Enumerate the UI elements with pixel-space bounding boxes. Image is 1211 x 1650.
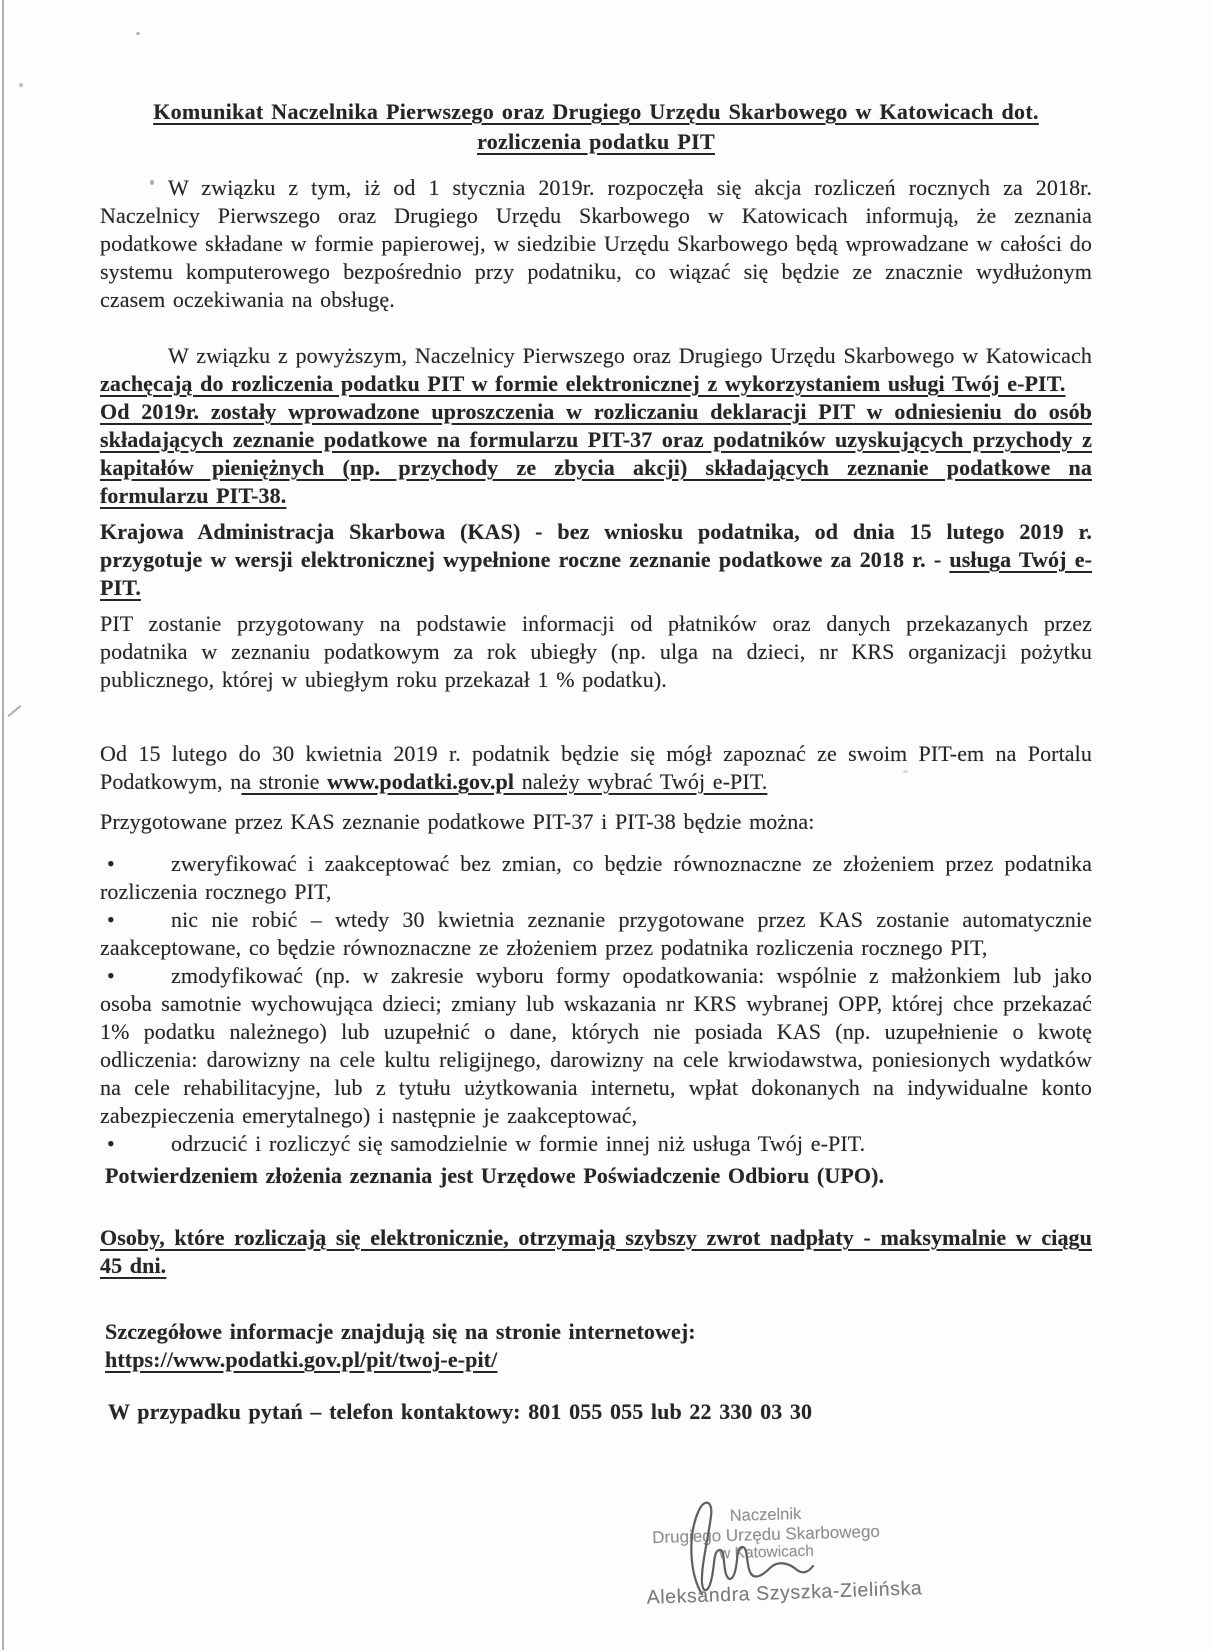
paragraph-pit-preparation-text: PIT zostanie przygotowany na podstawie informacji od płatników oraz danych przekazanych przez podatnika w zeznaniu podatkowym za rok ubiegły (np. ulga na dzieci, nr KRS organizacji pożytku publicznego, której w ubiegłym roku przekazał 1 % podatku). (100, 611, 1092, 692)
list-item (100, 850, 1092, 906)
contact-phone-text: W przypadku pytań – telefon kontaktowy: 801 055 055 lub 22 330 03 30 (108, 1399, 813, 1424)
bullet-icon: • (107, 1131, 115, 1156)
paragraph-portal-underline: a stronie (241, 769, 328, 794)
paragraph-portal-text: Od 15 lutego do 30 kwietnia 2019 r. podatnik będzie się mógł zapoznać ze swoim PIT-em na Portalu Podatkowym, n (100, 741, 1092, 794)
paragraph-more-info (100, 1318, 1092, 1374)
paragraph-kas-text: Krajowa Administracja Skarbowa (KAS) - bez wniosku podatnika, od dnia 15 lutego 2019 r. przygotuje w wersji elektronicznej wypełnione roczne zeznanie podatkowe za 2018 r. - (100, 519, 1092, 572)
document-title-line1: Komunikat Naczelnika Pierwszego oraz Drugiego Urzędu Skarbowego w Katowicach dot. (153, 99, 1039, 124)
paragraph-portal-underline2: należy wybrać Twój e-PIT. (514, 769, 768, 794)
more-info-url: https://www.podatki.gov.pl/pit/twoj-e-pit/ (105, 1347, 498, 1372)
paragraph-intro (100, 174, 1092, 314)
paragraph-simplifications (100, 398, 1092, 510)
list-item-text: odrzucić i rozliczyć się samodzielnie w formie innej niż usługa Twój e-PIT. (171, 1131, 866, 1156)
paragraph-options-lead-text: Przygotowane przez KAS zeznanie podatkowe PIT-37 i PIT-38 będzie można: (100, 809, 815, 834)
bullet-icon: • (107, 851, 115, 876)
options-list (100, 850, 1092, 1158)
paragraph-encouragement-normal: W związku z powyższym, Naczelnicy Pierwszego oraz Drugiego Urzędu Skarbowego w Katowicach (168, 343, 1092, 368)
list-item (100, 962, 1092, 1130)
paragraph-refund (100, 1224, 1092, 1280)
portal-url: www.podatki.gov.pl (327, 769, 515, 794)
document-title (100, 97, 1092, 157)
document-title-line2: rozliczenia podatku PIT (477, 129, 715, 154)
paragraph-intro-text: W związku z tym, iż od 1 stycznia 2019r. rozpoczęła się akcja rozliczeń rocznych za 2018r. Naczelnicy Pierwszego oraz Drugiego Urzędu Skarbowego w Katowicach informują, że zeznania podatkowe składane w formie papierowej, w siedzibie Urzędu Skarbowego będą wprowadzane w całości do systemu komputerowego bezpośrednio przy podatniku, co wiązać się będzie ze znacznie wydłużonym czasem oczekiwania na obsługę. (100, 175, 1092, 312)
signatory-name: Aleksandra Szyszka-Zielińska (646, 1577, 923, 1609)
paragraph-refund-text: Osoby, które rozliczają się elektronicznie, otrzymają szybszy zwrot nadpłaty - maksymalnie w ciągu 45 dni. (100, 1225, 1092, 1278)
paragraph-encouragement-emphasis: zachęcają do rozliczenia podatku PIT w formie elektronicznej z wykorzystaniem usługi Twój e-PIT. (100, 371, 1066, 396)
more-info-label: Szczegółowe informacje znajdują się na stronie internetowej: (105, 1319, 696, 1344)
scan-pen-mark (7, 705, 21, 718)
paragraph-kas (100, 518, 1092, 602)
bullet-icon: • (107, 963, 115, 988)
bullet-icon: • (107, 907, 115, 932)
stamp-office: Drugiego Urzędu Skarbowego (651, 1521, 881, 1548)
stamp-title: Naczelnik (729, 1505, 802, 1526)
paragraph-contact-phone (100, 1398, 1092, 1426)
scan-speck (19, 83, 23, 87)
paragraph-upo-text: Potwierdzeniem złożenia zeznania jest Urzędowe Poświadczenie Odbioru (UPO). (105, 1163, 885, 1188)
paragraph-pit-preparation (100, 610, 1092, 694)
list-item-text: zweryfikować i zaakceptować bez zmian, co będzie równoznaczne ze złożeniem przez podatnika rozliczenia rocznego PIT, (100, 851, 1092, 904)
list-item-text: nic nie robić – wtedy 30 kwietnia zeznanie przygotowane przez KAS zostanie automatycznie zaakceptowane, co będzie równoznaczne ze złożeniem przez podatnika rozliczenia rocznego PIT, (100, 907, 1092, 960)
scan-edge-line (2, 0, 4, 1650)
document-body (100, 97, 1092, 1426)
paragraph-kas-service: usługa Twój e-PIT. (100, 547, 1092, 600)
list-item-text: zmodyfikować (np. w zakresie wyboru formy opodatkowania: wspólnie z małżonkiem lub jako osoba samotnie wychowująca dzieci; zmiany lub wskazania nr KRS wybranej OPP, której chce przekazać 1% podatku należnego) lub uzupełnić o dane, których nie posiada KAS (np. uzupełnienie o kwotę odliczenia: darowizny na cele kultu religijnego, darowizny na cele krwiodawstwa, poniesionych wydatków na cele rehabilitacyjne, lub z tytułu użytkowania internetu, wpłat dokonanych na indywidualne konto zabezpieczenia emerytalnego) i następnie je zaakceptować, (100, 963, 1092, 1128)
paragraph-options-lead (100, 808, 1092, 836)
paragraph-encouragement (100, 342, 1092, 398)
stamp-city: w Katowicach (718, 1542, 815, 1563)
paragraph-upo (100, 1162, 1092, 1190)
list-item (100, 906, 1092, 962)
list-item (100, 1130, 1092, 1158)
paragraph-portal (100, 740, 1092, 796)
paragraph-simplifications-text: Od 2019r. zostały wprowadzone uproszczenia w rozliczaniu deklaracji PIT w odniesieniu do osób składających zeznanie podatkowe na formularzu PIT-37 oraz podatników uzyskujących przychody z kapitałów pieniężnych (np. przychody ze zbycia akcji) składających zeznanie podatkowe na formularzu PIT-38. (100, 399, 1092, 508)
scan-speck (136, 32, 140, 35)
